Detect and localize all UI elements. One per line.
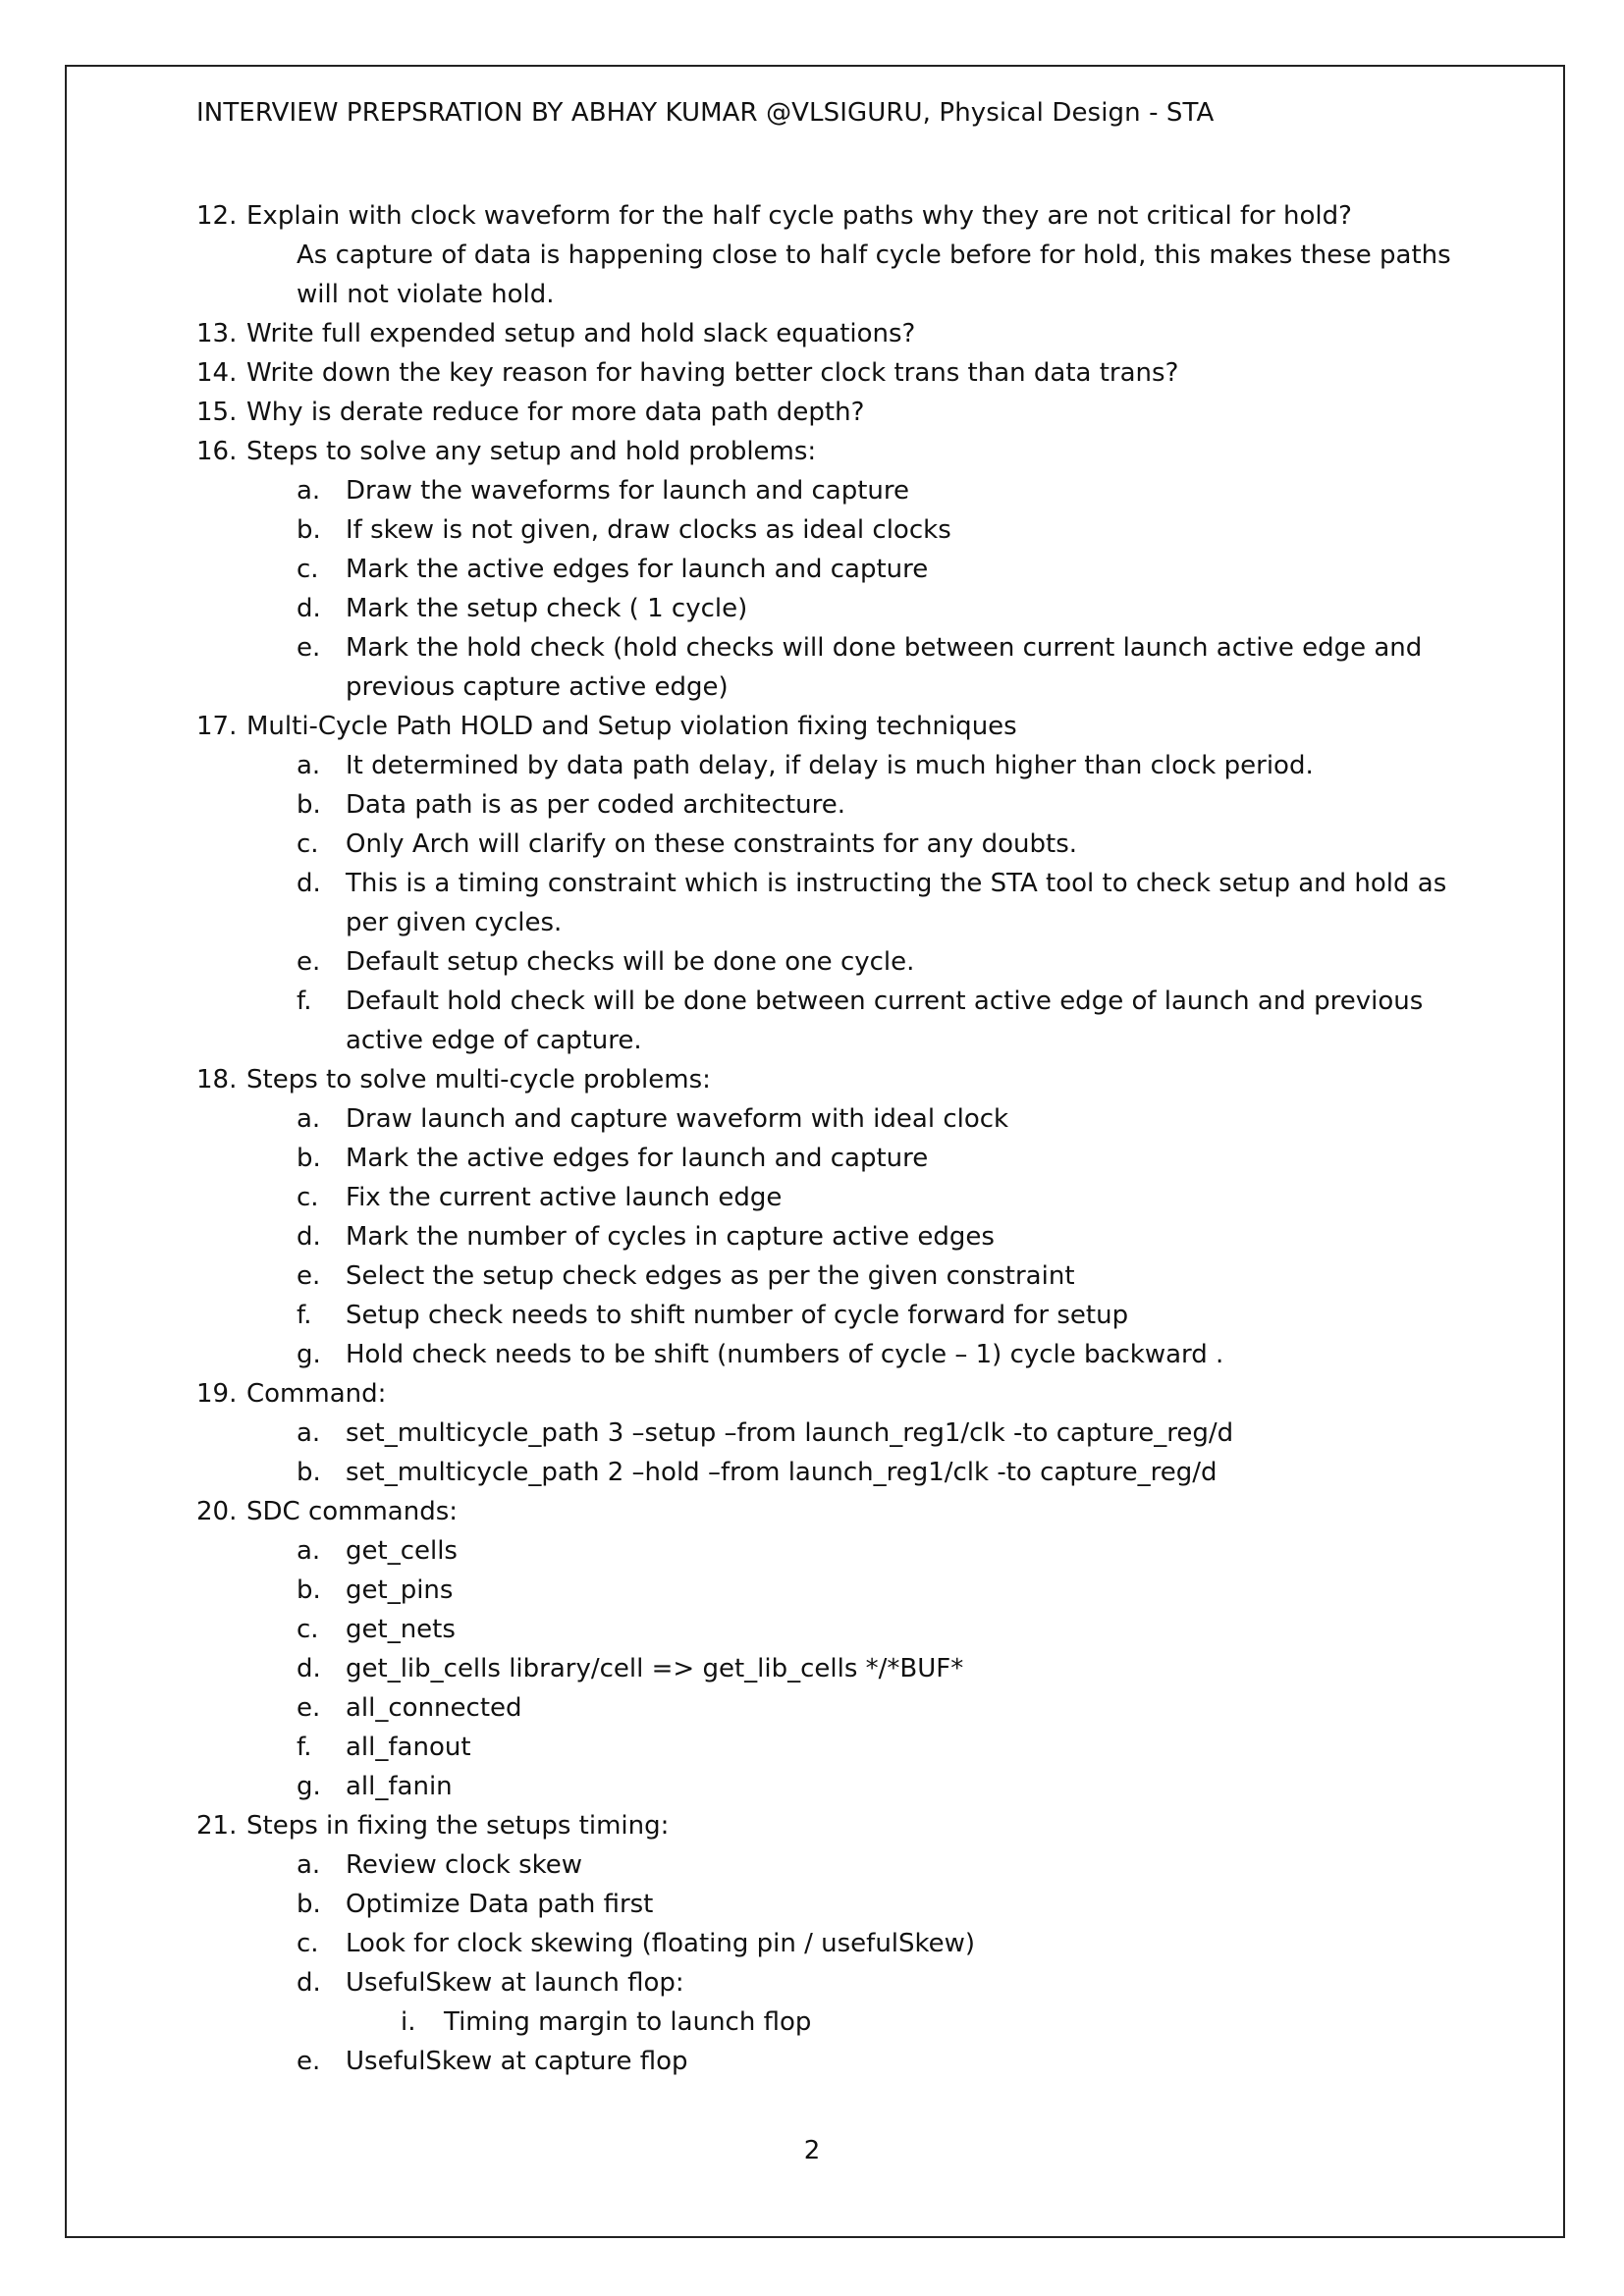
- sub-item: [0, 2042, 1624, 2081]
- list-item: [0, 1806, 1624, 1845]
- sub-item-letter: c.: [297, 1929, 319, 1958]
- sub-item-letter: e.: [297, 1693, 321, 1723]
- item-number: 14.: [196, 358, 238, 388]
- sub-item-letter: a.: [297, 1104, 321, 1134]
- item-text: Explain with clock waveform for the half cycle paths why they are not critical for hold?: [246, 201, 1352, 231]
- list-item: [0, 707, 1624, 746]
- item-number: 21.: [196, 1811, 238, 1841]
- sub-item: [0, 471, 1624, 510]
- sub-item: [0, 864, 1624, 903]
- sub-item-text: Setup check needs to shift number of cycle forward for setup: [346, 1301, 1129, 1330]
- list-item: [0, 393, 1624, 432]
- sub-item: [0, 903, 1624, 942]
- sub-item-text: get_nets: [346, 1615, 456, 1644]
- sub-item: [0, 510, 1624, 550]
- sub-item: [0, 667, 1624, 707]
- sub-item-letter: d.: [297, 869, 321, 898]
- sub-item-text: Draw the waveforms for launch and capture: [346, 476, 909, 506]
- sub-item: [0, 1256, 1624, 1296]
- sub-item-letter: a.: [297, 1418, 321, 1448]
- sub-item-letter: d.: [297, 1968, 321, 1998]
- sub-item-letter: c.: [297, 555, 319, 584]
- sub-item-letter: a.: [297, 751, 321, 780]
- sub-item-letter: d.: [297, 594, 321, 623]
- sub-item-text: Mark the active edges for launch and capture: [346, 555, 929, 584]
- item-number: 19.: [196, 1379, 238, 1409]
- item-text: Write down the key reason for having better clock trans than data trans?: [246, 358, 1179, 388]
- item-number: 12.: [196, 201, 238, 231]
- item-number: 13.: [196, 319, 238, 348]
- list-item: [0, 1060, 1624, 1099]
- sub-item-text: per given cycles.: [346, 908, 563, 937]
- item-number: 18.: [196, 1065, 238, 1095]
- sub-item: [0, 1531, 1624, 1571]
- sub-item-letter: a.: [297, 1850, 321, 1880]
- sub-item: [0, 1571, 1624, 1610]
- sub-item: [0, 1924, 1624, 1963]
- sub-item-letter: c.: [297, 1183, 319, 1212]
- list-item: [0, 1374, 1624, 1414]
- sub-item: [0, 1845, 1624, 1885]
- sub-item: [0, 1453, 1624, 1492]
- item-text: Steps in fixing the setups timing:: [246, 1811, 670, 1841]
- sub-item-text: all_connected: [346, 1693, 522, 1723]
- list-item: [0, 196, 1624, 236]
- sub-item: [0, 1688, 1624, 1728]
- sub-item: [0, 942, 1624, 982]
- list-item: [0, 353, 1624, 393]
- sub-item: [0, 1885, 1624, 1924]
- sub-item-text: Optimize Data path first: [346, 1890, 654, 1919]
- sub-item-text: Review clock skew: [346, 1850, 583, 1880]
- sub-item-text: UsefulSkew at launch flop:: [346, 1968, 684, 1998]
- sub-item-text: Select the setup check edges as per the given constraint: [346, 1261, 1075, 1291]
- sub-item-text: Mark the setup check ( 1 cycle): [346, 594, 748, 623]
- sub-item-text: If skew is not given, draw clocks as ideal clocks: [346, 515, 951, 545]
- sub-item-letter: g.: [297, 1772, 321, 1801]
- item-text: SDC commands:: [246, 1497, 459, 1526]
- sub-item: [0, 589, 1624, 628]
- sub-item-letter: b.: [297, 515, 321, 545]
- sub-item-text: It determined by data path delay, if delay is much higher than clock period.: [346, 751, 1314, 780]
- item-number: 20.: [196, 1497, 238, 1526]
- sub-item-letter: b.: [297, 1890, 321, 1919]
- sub-item: [0, 1610, 1624, 1649]
- sub-item-text: all_fanin: [346, 1772, 453, 1801]
- sub-item: [0, 1728, 1624, 1767]
- list-item: [0, 1492, 1624, 1531]
- sub-item: [0, 825, 1624, 864]
- sub-item: [0, 1335, 1624, 1374]
- sub-item: [0, 1021, 1624, 1060]
- sub-item-letter: b.: [297, 1144, 321, 1173]
- sub-item-letter: e.: [297, 2047, 321, 2076]
- sub-item-letter: b.: [297, 1458, 321, 1487]
- item-text: Why is derate reduce for more data path depth?: [246, 398, 865, 427]
- sub-item-text: Default setup checks will be done one cycle.: [346, 947, 915, 977]
- sub-item-text: Look for clock skewing (floating pin / usefulSkew): [346, 1929, 976, 1958]
- sub-item-letter: b.: [297, 790, 321, 820]
- sub-item-text: active edge of capture.: [346, 1026, 642, 1055]
- page-number: 2: [803, 2136, 821, 2165]
- sub-item-text: Hold check needs to be shift (numbers of cycle – 1) cycle backward .: [346, 1340, 1224, 1369]
- sub-item-text: Default hold check will be done between current active edge of launch and previous: [346, 987, 1424, 1016]
- sub-item: [0, 785, 1624, 825]
- sub-item: [0, 982, 1624, 1021]
- sub-item-letter: c.: [297, 1615, 319, 1644]
- page-header: INTERVIEW PREPSRATION BY ABHAY KUMAR @VLSIGURU, Physical Design - STA: [196, 98, 1215, 128]
- item-note-text: As capture of data is happening close to half cycle before for hold, this makes these paths: [297, 240, 1451, 270]
- item-number: 16.: [196, 437, 238, 466]
- item-number: 17.: [196, 712, 238, 741]
- sub-item-letter: e.: [297, 633, 321, 663]
- sub-item: [0, 1963, 1624, 2002]
- sub-item: [0, 1296, 1624, 1335]
- sub-item: [0, 1649, 1624, 1688]
- sub-item-text: previous capture active edge): [346, 672, 729, 702]
- sub-item: [0, 1767, 1624, 1806]
- sub-item-letter: g.: [297, 1340, 321, 1369]
- sub-item-text: set_multicycle_path 3 –setup –from launch_reg1/clk -to capture_reg/d: [346, 1418, 1234, 1448]
- sub-sub-item: [0, 2002, 1624, 2042]
- item-text: Write full expended setup and hold slack equations?: [246, 319, 916, 348]
- list-item: [0, 314, 1624, 353]
- sub-item-text: Data path is as per coded architecture.: [346, 790, 846, 820]
- sub-item-text: Mark the hold check (hold checks will done between current launch active edge and: [346, 633, 1423, 663]
- sub-item: [0, 1178, 1624, 1217]
- sub-item-letter: c.: [297, 829, 319, 859]
- sub-item-text: Fix the current active launch edge: [346, 1183, 783, 1212]
- item-number: 15.: [196, 398, 238, 427]
- sub-item: [0, 1414, 1624, 1453]
- item-note: [0, 236, 1624, 275]
- item-text: Steps to solve multi-cycle problems:: [246, 1065, 711, 1095]
- sub-item: [0, 628, 1624, 667]
- sub-item: [0, 1217, 1624, 1256]
- sub-item-letter: a.: [297, 1536, 321, 1566]
- sub-item-letter: f.: [297, 1733, 312, 1762]
- sub-item-text: all_fanout: [346, 1733, 471, 1762]
- list-item: [0, 432, 1624, 471]
- sub-item: [0, 550, 1624, 589]
- sub-sub-item-numeral: i.: [401, 2007, 416, 2037]
- sub-item: [0, 746, 1624, 785]
- sub-item-letter: a.: [297, 476, 321, 506]
- sub-item-letter: d.: [297, 1654, 321, 1683]
- item-text: Command:: [246, 1379, 387, 1409]
- sub-item-text: Only Arch will clarify on these constraints for any doubts.: [346, 829, 1078, 859]
- sub-item-text: Mark the active edges for launch and capture: [346, 1144, 929, 1173]
- sub-item-letter: d.: [297, 1222, 321, 1252]
- item-note-text: will not violate hold.: [297, 280, 555, 309]
- item-text: Multi-Cycle Path HOLD and Setup violation fixing techniques: [246, 712, 1017, 741]
- sub-item-text: set_multicycle_path 2 –hold –from launch_reg1/clk -to capture_reg/d: [346, 1458, 1218, 1487]
- sub-item: [0, 1099, 1624, 1139]
- sub-sub-item-text: Timing margin to launch flop: [444, 2007, 812, 2037]
- sub-item-letter: e.: [297, 947, 321, 977]
- sub-item-letter: f.: [297, 987, 312, 1016]
- sub-item-text: get_cells: [346, 1536, 458, 1566]
- sub-item-text: This is a timing constraint which is instructing the STA tool to check setup and hold as: [346, 869, 1447, 898]
- question-list: [0, 196, 1624, 2081]
- item-note: [0, 275, 1624, 314]
- sub-item-letter: f.: [297, 1301, 312, 1330]
- sub-item-letter: b.: [297, 1575, 321, 1605]
- sub-item-text: Draw launch and capture waveform with ideal clock: [346, 1104, 1009, 1134]
- sub-item-text: get_pins: [346, 1575, 454, 1605]
- sub-item: [0, 1139, 1624, 1178]
- item-text: Steps to solve any setup and hold problems:: [246, 437, 817, 466]
- sub-item-letter: e.: [297, 1261, 321, 1291]
- sub-item-text: get_lib_cells library/cell => get_lib_cells */*BUF*: [346, 1654, 964, 1683]
- sub-item-text: UsefulSkew at capture flop: [346, 2047, 688, 2076]
- sub-item-text: Mark the number of cycles in capture active edges: [346, 1222, 995, 1252]
